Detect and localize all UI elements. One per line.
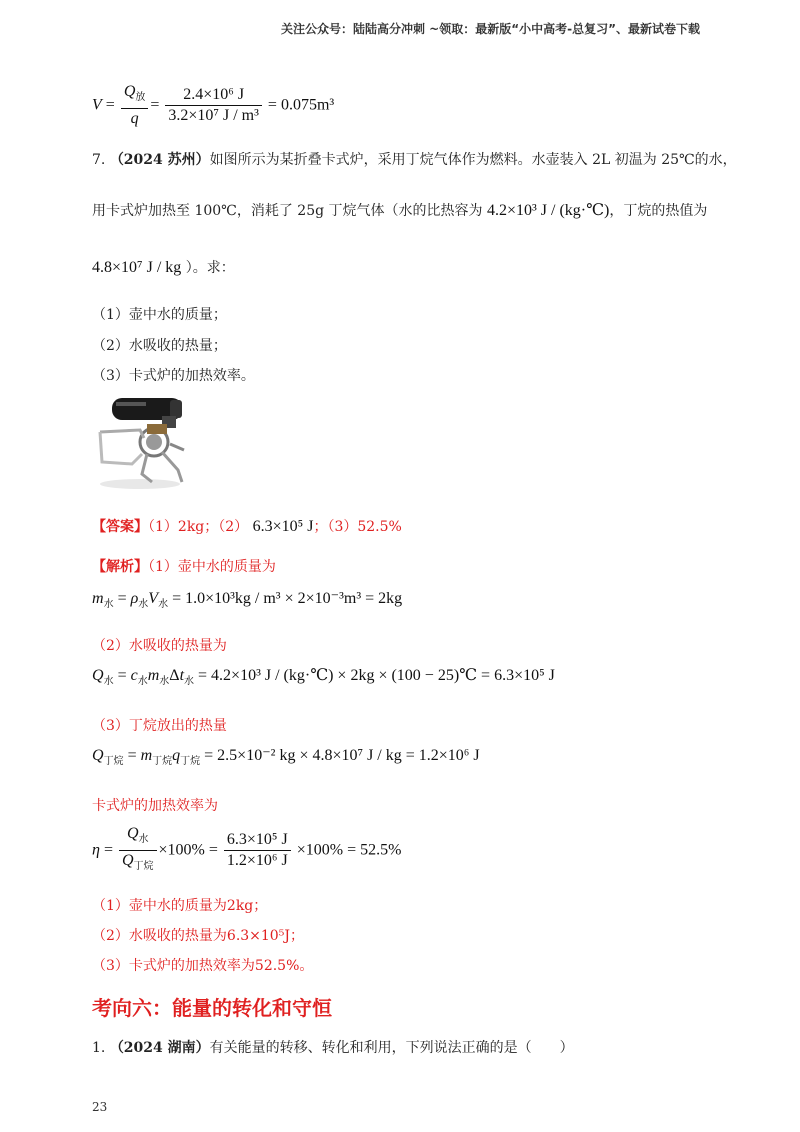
page-number: 23 [92,1100,108,1114]
problem-7-question-3: （3）卡式炉的加热效率。 [92,368,255,384]
analysis-step3-title: （3）丁烷放出的热量 [92,718,227,734]
conclusion-2: （2）水吸收的热量为6.3×10⁵J； [92,928,304,944]
problem-7-line2: 用卡式炉加热至 100℃，消耗了 25g 丁烷气体（水的比热容为 4.2×10³ J / (kg·℃)，丁烷的热值为 [92,202,708,219]
analysis-efficiency-equation: η = $\frac{Q_水}{Q_{丁烷}}$ ×100% = $\frac{\text{6.3×10⁵ J}}{\text{1.2×10⁶ J}}$ ×100% = 52.5% [92,825,402,873]
folding-stove-image [92,392,188,492]
analysis-step2-equation: $Q_水 = c_水m_水\Delta t_水 = 4.2\times 10^3$ J / (kg·℃) × 2kg × (100 − 25)℃ = 6.3×10⁵ J [92,667,555,688]
problem-7-question-2: （2）水吸收的热量； [92,338,227,354]
analysis-step4-title: 卡式炉的加热效率为 [92,798,218,814]
answer-line: 【答案】（1）2kg；（2） 6.3×10⁵ J；（3）52.5% [92,518,402,535]
problem-7-line1: 7. （2024 苏州）如图所示为某折叠卡式炉，采用丁烷气体作为燃料。水壶装入 2L 初温为 25℃的水， [92,152,737,168]
problem-7-question-1: （1）壶中水的质量； [92,307,227,323]
conclusion-3: （3）卡式炉的加热效率为52.5%。 [92,958,314,974]
problem-1: 1. （2024 湖南）有关能量的转移、转化和利用，下列说法正确的是（ ） [92,1040,574,1056]
analysis-step1-equation: $m_水 = \rho_水V_水 = 1.0\times 10^3kg / m^3 \times 2\times 10^{-3}m^3 = 2kg$ [92,590,403,611]
problem-7-line3: 4.8×10⁷ J / kg ）。求： [92,259,235,276]
section-title: 考向六：能量的转化和守恒 [92,996,332,1020]
analysis-step1-title: 【解析】（1）壶中水的质量为 [92,559,276,575]
prev-solution-equation: V = $\frac{Q_放}{q}$ = $\frac{\text{2.4×10⁶ J}}{\text{3.2×10⁷ J / m³}}$ = 0.075m³ [92,83,335,128]
page-header: 关注公众号：陆陆高分冲刺 ~领取：最新版“小中高考-总复习”、最新试卷下载 [281,22,700,36]
analysis-step3-equation: $Q_{丁烷} = m_{丁烷}q_{丁烷} = 2.5\times 10^{-2}$ kg × 4.8×10⁷ J / kg = 1.2×10⁶ J [92,747,480,768]
analysis-step2-title: （2）水吸收的热量为 [92,638,227,654]
conclusion-1: （1）壶中水的质量为2kg； [92,898,268,914]
